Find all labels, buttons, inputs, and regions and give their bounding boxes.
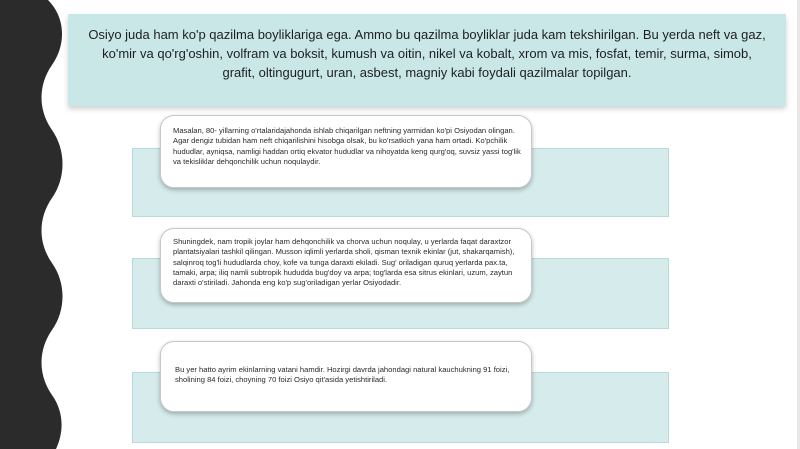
card-text-1: Masalan, 80- yillarning o'rtalaridajahonda ishlab chiqarilgan neftning yarmidan ko'pi Osiyodan olingan. Agar dengiz tubidan ham neft chiqarilishini hisobga olsak, bu ko'rsatkich yana ham ortadi. Ko'pchilik hududlar, ayniqsa, namligi haddan ortiq ekvator hududlar va nihoyatda keng qurg'oq, suvsiz yassi tog'lik va tekisliklar dehqonchilik uchun noqulaydir.	[173, 126, 521, 166]
text-card-1	[160, 115, 532, 188]
header-text: Osiyo juda ham ko'p qazilma boyliklariga ega. Ammo bu qazilma boyliklar juda kam tekshirilgan. Bu yerda neft va gaz, ko'mir va qo'rg'oshin, volfram va boksit, kumush va oitin, nikel va kobalt, xrom va mis, fosfat, temir, surma, simob, grafit, oltingugurt, uran, asbest, magniy kabi foydali qazilmalar topilgan.	[88, 27, 766, 80]
text-card-3	[160, 341, 532, 412]
card-text-2: Shuningdek, nam tropik joylar ham dehqonchilik va chorva uchun noqulay, u yerlarda faqat daraxtzor plantatsiyalari tashkil qilingan. Musson iqlimli yerlarda sholi, qisman texnik ekinlar (jut, shakarqamish), salqinroq tog'li hududlarda choy, kofe va tunga daraxti ekiladi. Sug' oriladigan quruq yerlarda pax.ta, tamaki, arpa; iliq namli subtropik hududda bug'doy va arpa; tog'larda esa sitrus ekinlari, uzum, zaytun daraxti o'stiriladi. Jahonda eng ko'p sug'oriladigan yerlar Osiyodadir.	[173, 237, 515, 288]
card-text-3: Bu yer hatto ayrim ekinlarning vatani hamdir. Hozirgi davrda jahondagi natural kauchukning 91 foizi, sholining 84 foizi, choyning 70 foizi Osiyo qit'asida yetishtiriladi.	[175, 365, 510, 385]
header-banner	[68, 14, 786, 106]
text-card-2	[160, 228, 532, 303]
